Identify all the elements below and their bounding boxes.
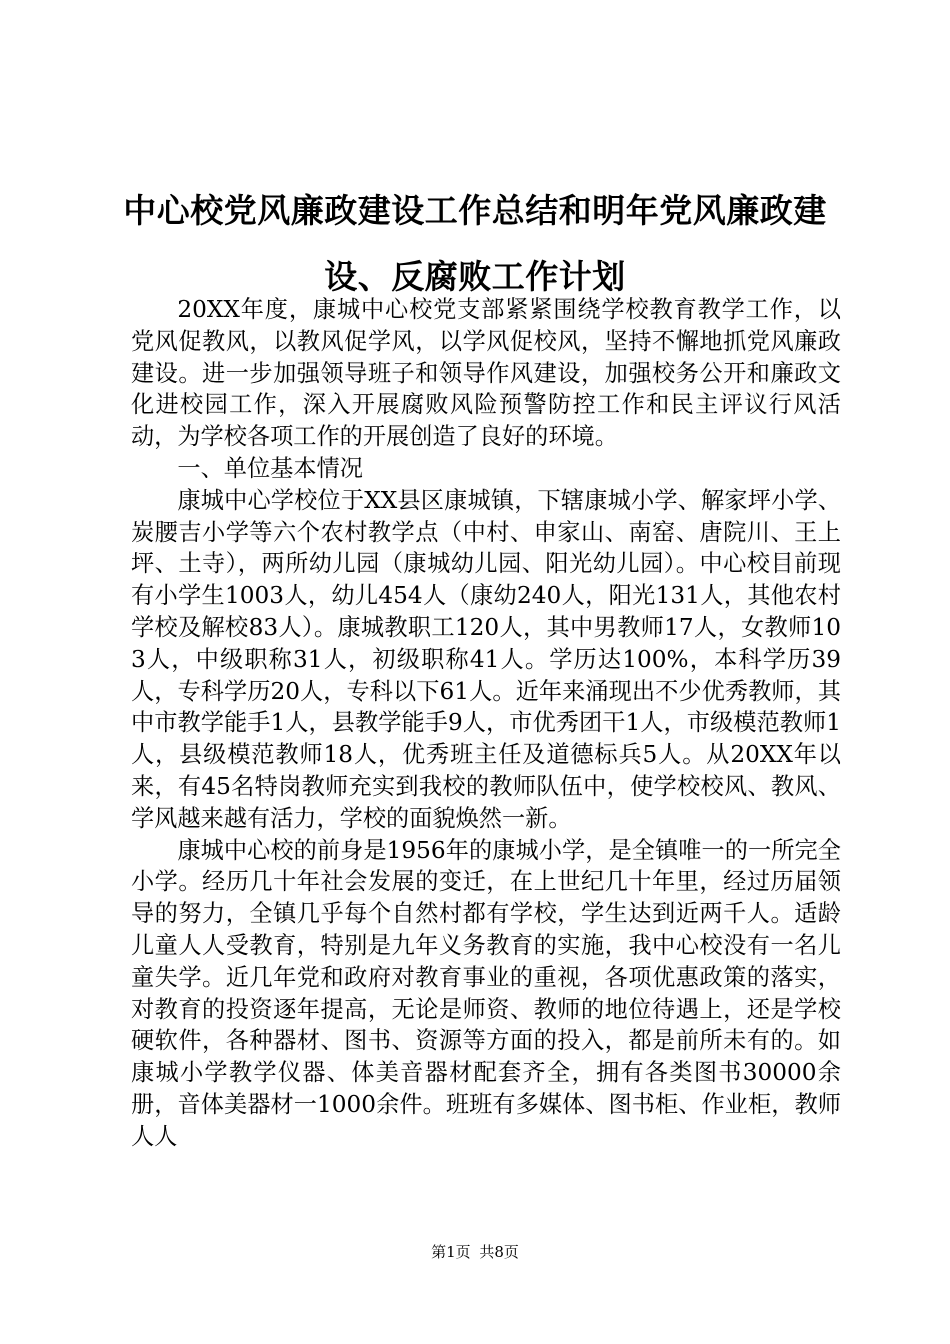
document-body — [131, 294, 841, 1153]
document-title: 中心校党风廉政建设工作总结和明年党风廉政建设、反腐败工作计划 — [123, 191, 827, 296]
page-number: 第1页 — [431, 1243, 471, 1261]
section-heading-basic-info: 一、单位基本情况 — [177, 454, 363, 482]
page-footer — [0, 1242, 950, 1262]
paragraph-school-history: 康城中心校的前身是1956年的康城小学，是全镇唯一的一所完全小学。经历几十年社会发展的变迁，在上世纪几十年里，经过历届领导的努力，全镇几乎每个自然村都有学校，学生达到近两千人。适龄儿童人人受教育，特别是九年义务教育的实施，我中心校没有一名儿童失学。近几年党和政府对教育事业的重视，各项优惠政策的落实，对教育的投资逐年提高，无论是师资、教师的地位待遇上，还是学校硬软件，各种器材、图书、资源等方面的投入，都是前所未有的。如康城小学教学仪器、体美音器材配套齐全，拥有各类图书30000余册，音体美器材一1000余件。班班有多媒体、图书柜、作业柜，教师人人 — [131, 836, 841, 1150]
paragraph-intro: 20XX年度，康城中心校党支部紧紧围绕学校教育教学工作，以党风促教风，以教风促学风，以学风促校风，坚持不懈地抓党风廉政建设。进一步加强领导班子和领导作风建设，加强校务公开和廉政文化进校园工作，深入开展腐败风险预警防控工作和民主评议行风活动，为学校各项工作的开展创造了良好的环境。 — [131, 296, 841, 451]
page-total: 共8页 — [479, 1243, 519, 1261]
paragraph-school-overview: 康城中心学校位于XX县区康城镇，下辖康城小学、解家坪小学、炭腰吉小学等六个农村教学点（中村、申家山、南窑、唐院川、王上坪、土寺），两所幼儿园（康城幼儿园、阳光幼儿园）。中心校目前现有小学生1003人，幼儿454人（康幼240人，阳光131人，其他农村学校及解校83人）。康城教职工120人，其中男教师17人，女教师103人，中级职称31人，初级职称41人。学历达100%，本科学历39人，专科学历20人，专科以下61人。近年来涌现出不少优秀教师，其中市教学能手1人，县教学能手9人，市优秀团干1人，市级模范教师1人，县级模范教师18人，优秀班主任及道德标兵5人。从20XX年以来，有45名特岗教师充实到我校的教师队伍中，使学校校风、教风、学风越来越有活力，学校的面貌焕然一新。 — [131, 486, 841, 832]
